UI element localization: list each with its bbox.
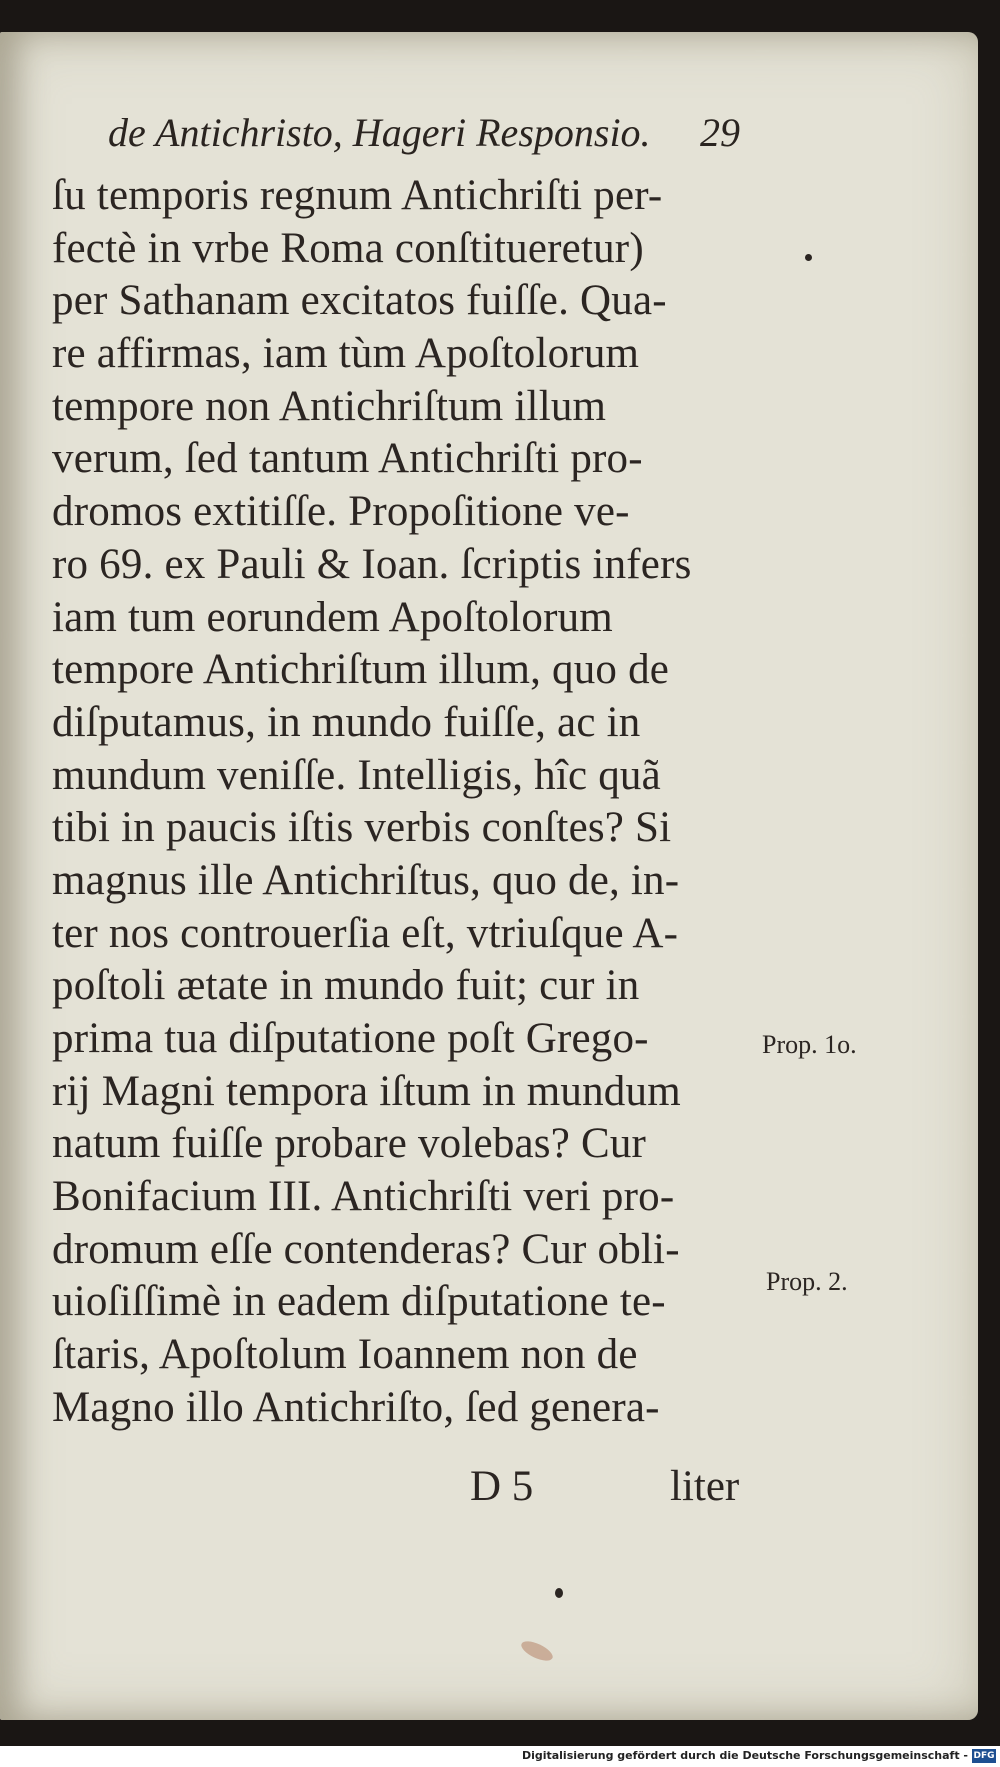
text-line: fectè in vrbe Roma conſtitueretur): [52, 224, 644, 272]
page-number: 29: [700, 110, 740, 155]
text-line: rij Magni tempora iſtum in mundum: [52, 1067, 681, 1115]
body-text: [52, 170, 752, 1435]
text-line: diſputamus, in mundo fuiſſe, ac in: [52, 698, 641, 746]
text-line: verum, ſed tantum Antichriſti pro-: [52, 435, 643, 483]
margin-note-prop-2: Prop. 2.: [766, 1267, 848, 1296]
text-line: mundum veniſſe. Intelligis, hîc quã: [52, 751, 661, 799]
text-line: ter nos controuerſia eſt, vtriuſque A-: [52, 909, 679, 957]
text-line: tibi in paucis iſtis verbis conſtes? Si: [52, 804, 672, 852]
text-line: ſtaris, Apoſtolum Ioannem non de: [52, 1331, 638, 1379]
ink-dot: [805, 254, 812, 261]
text-line: dromum eſſe contenderas? Cur obli-: [52, 1225, 680, 1273]
margin-note-prop-10: Prop. 1o.: [762, 1030, 857, 1059]
running-title: de Antichristo, Hageri Responsio.: [108, 110, 651, 155]
text-line: tempore Antichriſtum illum, quo de: [52, 646, 670, 694]
signature-mark: D 5: [470, 1463, 534, 1510]
footer-bar: [0, 1746, 1000, 1767]
text-line: Bonifacium III. Antichriſti veri pro-: [52, 1173, 675, 1221]
text-line: iam tum eorundem Apoſtolorum: [52, 593, 613, 641]
text-line: per Sathanam excitatos fuiſſe. Qua-: [52, 277, 667, 325]
text-line: prima tua diſputatione poſt Grego-: [52, 1015, 649, 1062]
ink-dot: [555, 1588, 563, 1598]
text-line: tempore non Antichriſtum illum: [52, 382, 607, 430]
text-line: Magno illo Antichriſto, ſed genera-: [52, 1383, 660, 1431]
text-line: magnus ille Antichriſtus, quo de, in-: [52, 856, 680, 904]
text-line: ſu temporis regnum Antichriſti per-: [52, 172, 663, 219]
text-line: poſtoli ætate in mundo fuit; cur in: [52, 962, 640, 1010]
text-line: dromos extitiſſe. Propoſitione ve-: [52, 488, 630, 536]
text-line: natum fuiſſe probare volebas? Cur: [52, 1120, 647, 1168]
footer-credit: Digitalisierung gefördert durch die Deutsche Forschungsgemeinschaft -: [521, 1749, 968, 1762]
text-line: uioſiſſimè in eadem diſputatione te-: [52, 1278, 666, 1326]
dfg-logo: DFG: [973, 1751, 995, 1761]
catchword: liter: [670, 1463, 740, 1510]
text-line: re affirmas, iam tùm Apoſtolorum: [52, 330, 640, 378]
text-line: ro 69. ex Pauli & Ioan. ſcriptis infers: [52, 540, 692, 588]
